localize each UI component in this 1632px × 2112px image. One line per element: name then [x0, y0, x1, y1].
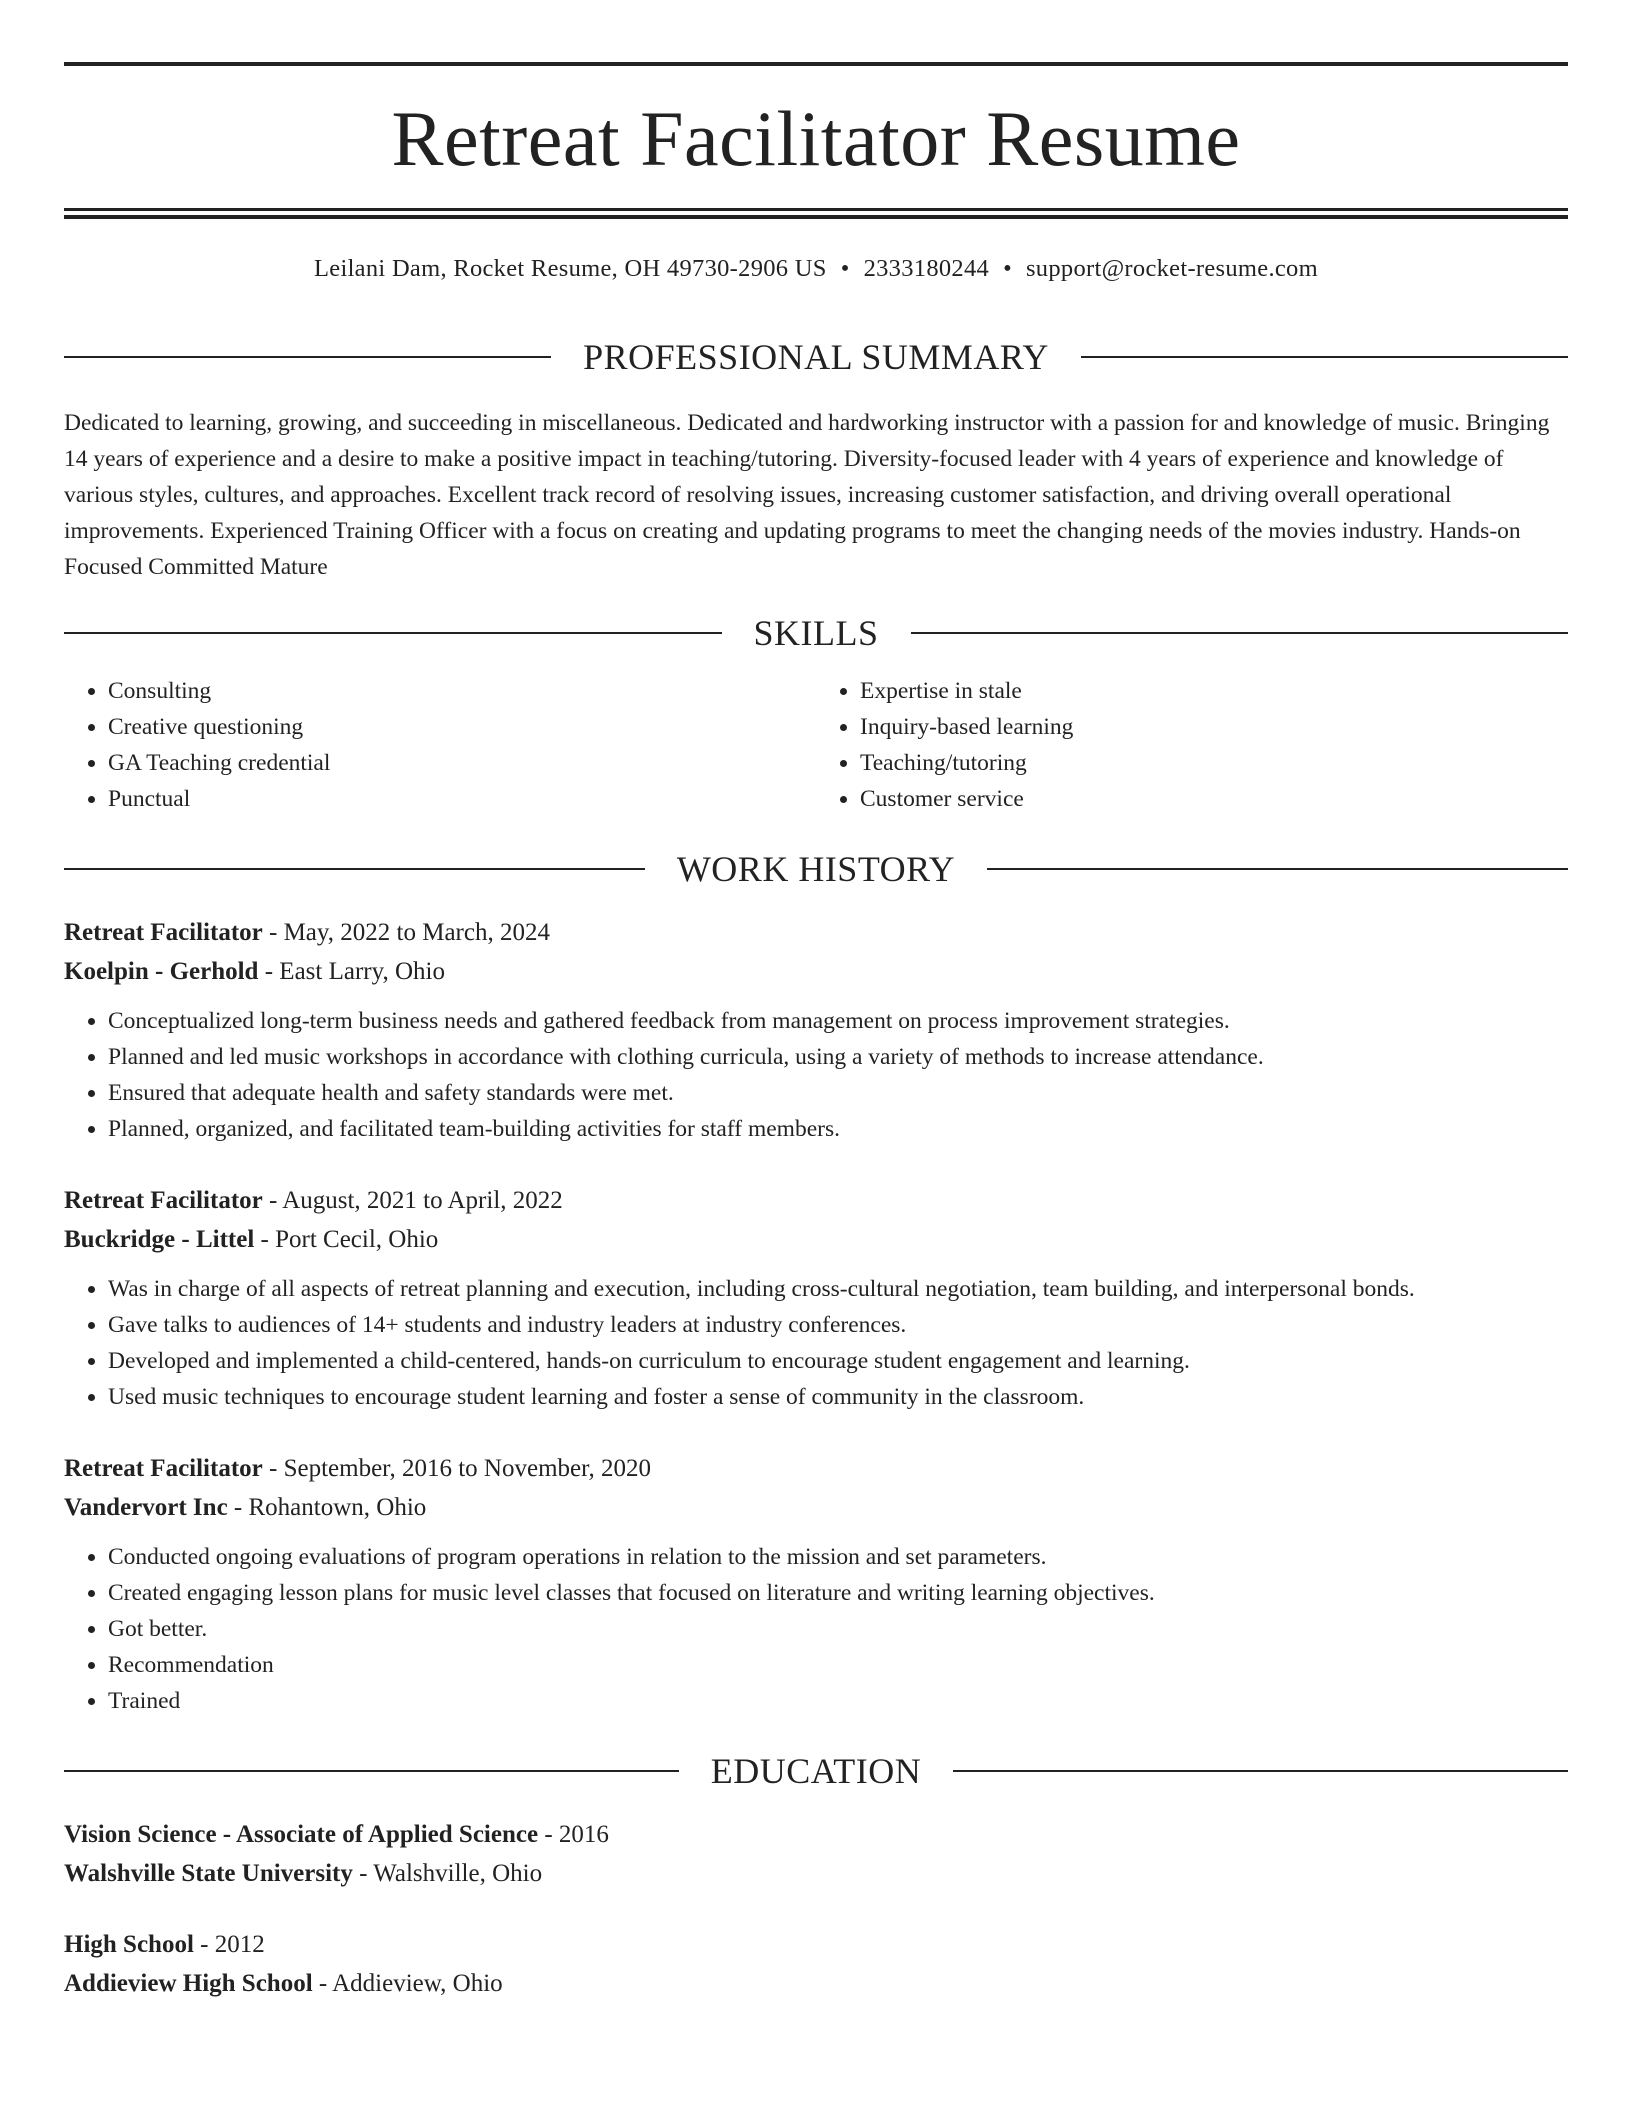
job-location: - East Larry, Ohio: [258, 958, 445, 985]
resume-title: Retreat Facilitator Resume: [391, 95, 1241, 182]
section-header-summary: [64, 339, 1568, 375]
job-location: - Port Cecil, Ohio: [254, 1226, 439, 1253]
contact-address: Leilani Dam, Rocket Resume, OH 49730-2906 US: [314, 255, 827, 282]
contact-separator: •: [1003, 255, 1012, 282]
education-location: - Walshville, Ohio: [352, 1860, 543, 1887]
education-school: Walshville State University: [64, 1860, 353, 1887]
job-title-line: [64, 1449, 1568, 1488]
education-degree: Vision Science - Associate of Applied Science: [64, 1821, 539, 1848]
section-title-education: EDUCATION: [710, 1751, 922, 1791]
job-bullets: [64, 1539, 1568, 1719]
education-school: Addieview High School: [64, 1970, 313, 1997]
education-entry: [64, 1925, 1568, 2003]
job-company: Buckridge - Littel: [64, 1226, 255, 1253]
skill-item: • Inquiry-based learning: [860, 709, 1568, 745]
section-divider: [1081, 356, 1568, 358]
job-dates: - September, 2016 to November, 2020: [262, 1455, 651, 1482]
skill-item: • Punctual: [108, 781, 816, 817]
job-bullet: • Developed and implemented a child-centered, hands-on curriculum to encourage student engagement and learning.: [108, 1343, 1568, 1379]
education-location: - Addieview, Ohio: [312, 1970, 503, 1997]
title-double-rule: [64, 208, 1568, 219]
section-title-skills: SKILLS: [753, 613, 879, 653]
section-title-summary: PROFESSIONAL SUMMARY: [583, 337, 1049, 377]
contact-phone: 2333180244: [863, 255, 990, 282]
education-year: - 2012: [193, 1931, 265, 1958]
section-divider: [64, 356, 551, 358]
job-bullet: • Was in charge of all aspects of retreat planning and execution, including cross-cultural negotiation, team building, and interpersonal bonds.: [108, 1271, 1568, 1307]
skills-list: [64, 673, 1568, 817]
section-divider: [64, 868, 645, 870]
job-bullet: • Got better.: [108, 1611, 1568, 1647]
skill-item: • Consulting: [108, 673, 816, 709]
job-bullet: • Planned, organized, and facilitated team-building activities for staff members.: [108, 1111, 1568, 1147]
section-header-work-history: [64, 851, 1568, 887]
skill-item: • Expertise in stale: [860, 673, 1568, 709]
job-bullet: • Conducted ongoing evaluations of program operations in relation to the mission and set parameters.: [108, 1539, 1568, 1575]
job-bullet: • Used music techniques to encourage student learning and foster a sense of community in the classroom.: [108, 1379, 1568, 1415]
section-title-work-history: WORK HISTORY: [676, 849, 956, 889]
job-company-line: [64, 1220, 1568, 1259]
job-location: - Rohantown, Ohio: [227, 1494, 427, 1521]
job-entry: [64, 1449, 1568, 1719]
skill-item: • Creative questioning: [108, 709, 816, 745]
contact-email: support@rocket-resume.com: [1025, 255, 1318, 282]
job-title-line: [64, 913, 1568, 952]
job-company-line: [64, 952, 1568, 991]
skills-column-right: [816, 673, 1568, 817]
education-school-line: [64, 1964, 1568, 2003]
top-rule: [64, 62, 1568, 66]
education-degree-line: [64, 1815, 1568, 1854]
job-company-line: [64, 1488, 1568, 1527]
job-bullet: • Conceptualized long-term business needs and gathered feedback from management on process improvement strategies.: [108, 1003, 1568, 1039]
section-divider: [953, 1770, 1568, 1772]
skill-item: • GA Teaching credential: [108, 745, 816, 781]
skill-item: • Teaching/tutoring: [860, 745, 1568, 781]
job-dates: - May, 2022 to March, 2024: [262, 919, 550, 946]
job-bullet: • Gave talks to audiences of 14+ students and industry leaders at industry conferences.: [108, 1307, 1568, 1343]
contact-line: [64, 255, 1568, 283]
job-title: Retreat Facilitator: [64, 1187, 263, 1214]
job-company: Vandervort Inc: [64, 1494, 228, 1521]
job-company: Koelpin - Gerhold: [64, 958, 259, 985]
job-title: Retreat Facilitator: [64, 919, 263, 946]
education-entry: [64, 1815, 1568, 1893]
summary-text: Dedicated to learning, growing, and succeeding in miscellaneous. Dedicated and hardworking instructor with a passion for and knowledge of music. Bringing 14 years of experience and a desire to make a positive impact in teaching/tutoring. Diversity-focused leader with 4 years of experience and knowledge of various styles, cultures, and approaches. Excellent track record of resolving issues, increasing customer satisfaction, and driving overall operational improvements. Experienced Training Officer with a focus on creating and updating programs to meet the changing needs of the movies industry. Hands-on Focused Committed Mature: [64, 410, 1550, 580]
section-divider: [64, 1770, 679, 1772]
job-bullet: • Planned and led music workshops in accordance with clothing curricula, using a variety of methods to increase attendance.: [108, 1039, 1568, 1075]
job-entry: [64, 1181, 1568, 1415]
education-degree-line: [64, 1925, 1568, 1964]
skills-column-left: [64, 673, 816, 817]
section-header-education: [64, 1753, 1568, 1789]
section-header-skills: [64, 615, 1568, 651]
job-bullets: [64, 1271, 1568, 1415]
job-title-line: [64, 1181, 1568, 1220]
job-bullet: • Created engaging lesson plans for music level classes that focused on literature and writing learning objectives.: [108, 1575, 1568, 1611]
education-degree: High School: [64, 1931, 194, 1958]
job-dates: - August, 2021 to April, 2022: [262, 1187, 563, 1214]
job-bullet: • Trained: [108, 1683, 1568, 1719]
job-entry: [64, 913, 1568, 1147]
job-bullets: [64, 1003, 1568, 1147]
contact-separator: •: [840, 255, 850, 282]
section-divider: [987, 868, 1568, 870]
section-divider: [64, 632, 722, 634]
section-divider: [911, 632, 1569, 634]
job-bullet: • Ensured that adequate health and safety standards were met.: [108, 1075, 1568, 1111]
job-bullet: • Recommendation: [108, 1647, 1568, 1683]
education-school-line: [64, 1854, 1568, 1893]
skill-item: • Customer service: [860, 781, 1568, 817]
education-year: - 2016: [538, 1821, 609, 1848]
job-title: Retreat Facilitator: [64, 1455, 263, 1482]
